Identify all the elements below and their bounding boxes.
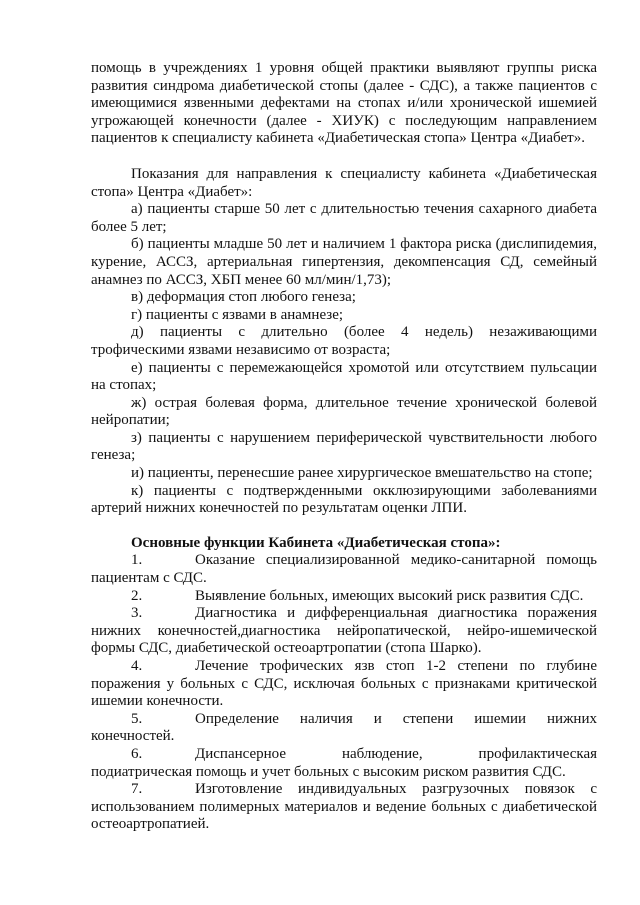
function-number: 1.	[131, 552, 143, 569]
function-text: Оказание специализированной медико-санитарной помощь пациентам с СДС.	[91, 552, 597, 587]
function-item-7	[91, 781, 597, 834]
indication-item-a: а) пациенты старше 50 лет с длительностью течения сахарного диабета более 5 лет;	[91, 201, 597, 235]
function-number: 3.	[131, 605, 143, 622]
indication-item-e: е) пациенты с перемежающейся хромотой или отсутствием пульсации на стопах;	[91, 359, 597, 394]
function-item-6	[91, 746, 597, 781]
functions-heading: Основные функции Кабинета «Диабетическая стопа»:	[131, 534, 501, 551]
function-item-2	[91, 588, 597, 606]
indication-item-i: и) пациенты, перенесшие ранее хирургическое вмешательство на стопе;	[131, 465, 593, 482]
function-number: 4.	[131, 658, 143, 674]
intro-paragraph: помощь в учреждениях 1 уровня общей практики выявляют группы риска развития синдрома диабетической стопы (далее - СДС), а также пациентов с имеющимися язвенными дефектами на стопах и/или хронической ишемией угрожающей конечности (далее - ХИУК) с последующим направлением пациентов к специалисту кабинета «Диабетическая стопа» Центра «Диабет».	[91, 60, 597, 147]
indication-item-d: д) пациенты с длительно (более 4 недель) незаживающими трофическими язвами независимо от возраста;	[91, 324, 597, 358]
function-number: 6.	[131, 745, 143, 762]
function-text: Определение наличия и степени ишемии нижних конечностей.	[91, 710, 597, 745]
function-text: Лечение трофических язв стоп 1-2 степени по глубине поражения у больных с СДС, исключая больных с признаками критической ишемии конечности.	[91, 658, 597, 710]
function-text: Изготовление индивидуальных разгрузочных повязок с использованием полимерных материалов и ведение больных с диабетической остеоартропатией.	[91, 781, 597, 833]
function-text: Диспансерное наблюдение, профилактическая подиатрическая помощь и учет больных с высоким риском развития СДС.	[91, 745, 597, 780]
indications-title: Показания для направления к специалисту кабинета «Диабетическая стопа» Центра «Диабет»:	[91, 165, 597, 200]
indication-item-g: г) пациенты с язвами в анамнезе;	[131, 306, 344, 323]
function-number: 7.	[131, 781, 143, 798]
indication-item-zh: ж) острая болевая форма, длительное течение хронической болевой нейропатии;	[91, 394, 597, 429]
function-text: Диагностика и дифференциальная диагностика поражения нижних конечностей,диагностика нейропатической, нейро-ишемической формы СДС, диабетической остеоартропатии (стопа Шарко).	[91, 605, 597, 657]
function-item-3	[91, 605, 597, 658]
function-item-5	[91, 711, 597, 746]
function-number: 2.	[131, 587, 143, 604]
document-page	[91, 60, 597, 834]
indication-item-v: в) деформация стоп любого генеза;	[131, 289, 356, 306]
spacer	[91, 148, 597, 166]
indication-item-b: б) пациенты младше 50 лет и наличием 1 фактора риска (дислипидемия, курение, АССЗ, артериальная гипертензия, декомпенсация СД, семейный анамнез по АССЗ, ХБП менее 60 мл/мин/1,73);	[91, 236, 597, 288]
function-item-4	[91, 658, 597, 711]
indication-item-k: к) пациенты с подтвержденными окклюзирующими заболеваниями артерий нижних конечностей по результатам оценки ЛПИ.	[91, 482, 597, 517]
spacer	[91, 518, 597, 535]
function-number: 5.	[131, 710, 143, 727]
function-text: Выявление больных, имеющих высокий риск развития СДС.	[195, 587, 584, 604]
function-item-1	[91, 552, 597, 587]
indication-item-z: з) пациенты с нарушением периферической чувствительности любого генеза;	[91, 429, 597, 464]
